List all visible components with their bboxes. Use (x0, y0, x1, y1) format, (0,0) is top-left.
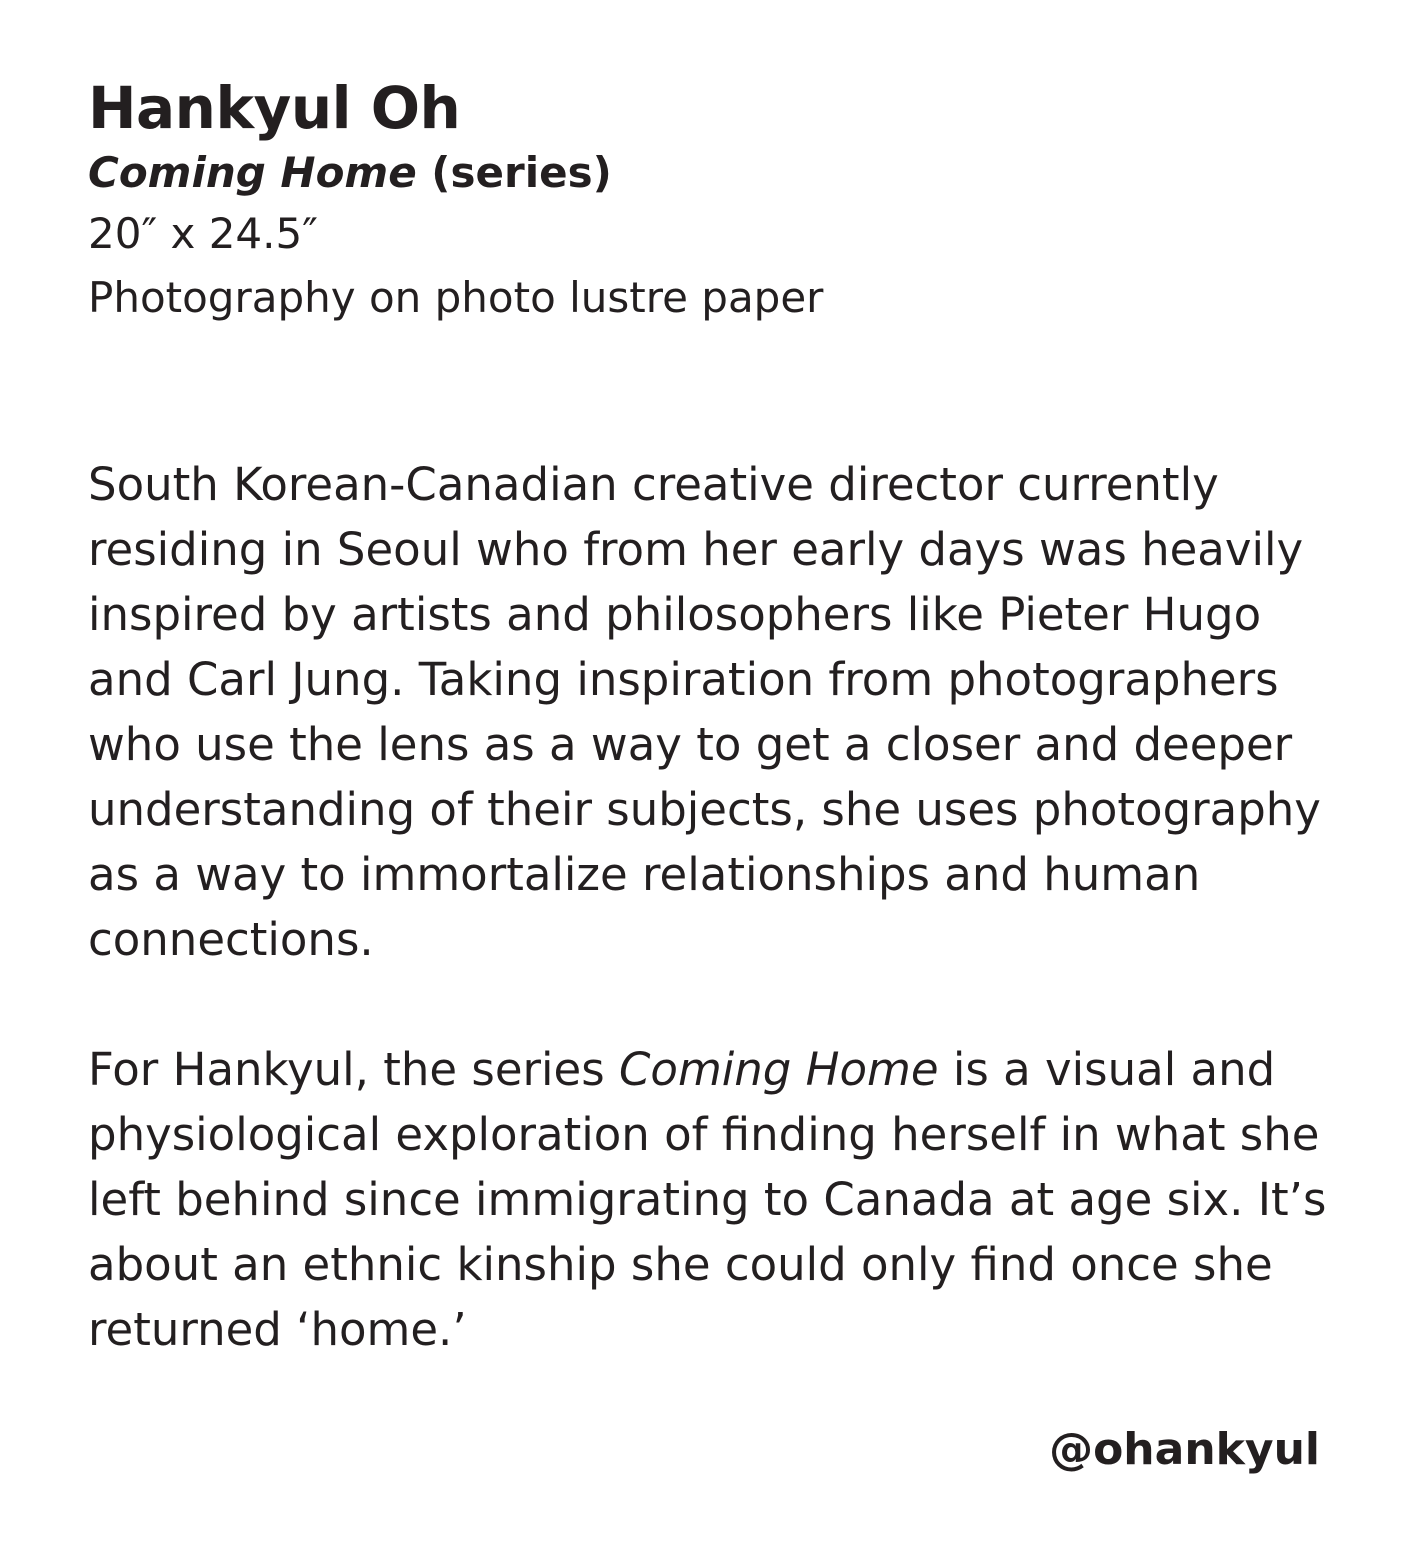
artist-name: Hankyul Oh (88, 74, 461, 142)
bio-inline-title: Coming Home (619, 1043, 939, 1096)
work-title: Coming Home (88, 148, 417, 197)
bio-paragraph-2-rest: is a visual and physiological exploration of finding herself in what she left behind since immigrating to Canada at age six. It’s about an ethnic kinship she could only find once she returned ‘home.’ (88, 1043, 1327, 1356)
bio-paragraph-2 (88, 1037, 1328, 1362)
bio-paragraph-2-lead: For Hankyul, the series (88, 1043, 619, 1096)
series-suffix: (series) (416, 148, 612, 197)
dimensions: 20″ x 24.5″ (88, 209, 318, 258)
work-title-line (88, 144, 1328, 202)
artwork-label (88, 72, 1328, 1362)
medium: Photography on photo lustre paper (88, 273, 824, 322)
bio-paragraph-1: South Korean-Canadian creative director currently residing in Seoul who from her early days was heavily inspired by artists and philosophers like Pieter Hugo and Carl Jung. Taking inspiration from photographers who use the lens as a way to get a closer and deeper understanding of their subjects, she uses photography as a way to immortalize relationships and human connections. (88, 458, 1321, 966)
artist-bio (88, 452, 1328, 1362)
social-handle: @ohankyul (1049, 1424, 1320, 1475)
